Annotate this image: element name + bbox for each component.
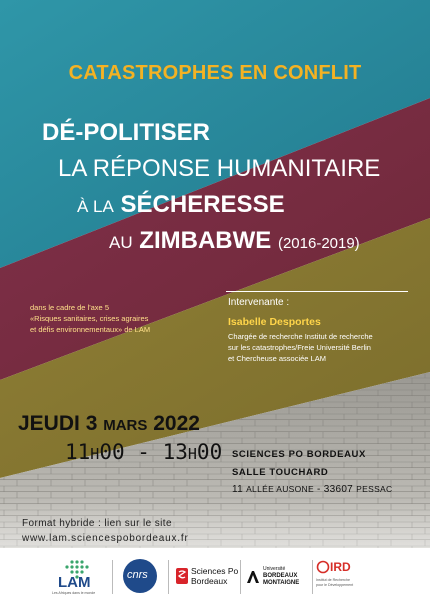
axis-note-line: dans le cadre de l'axe 5 bbox=[30, 303, 109, 312]
format-note: Format hybride : lien sur le site bbox=[22, 518, 172, 529]
logo-separator bbox=[168, 560, 169, 594]
title-keyword-secheresse: SÉCHERESSE bbox=[120, 191, 285, 218]
ird-logo-tagline: Institut de Recherche bbox=[316, 578, 350, 582]
sciencespo-logo-line2: Bordeaux bbox=[191, 576, 228, 586]
time-end-unit: H bbox=[187, 445, 197, 463]
title-keyword-zimbabwe: ZIMBABWE bbox=[139, 227, 272, 254]
time-start-unit: H bbox=[90, 445, 100, 463]
bordeaux-montaigne-logo bbox=[246, 556, 310, 598]
venue-postcode: - 33607 bbox=[317, 484, 354, 495]
title-line-2: LA RÉPONSE HUMANITAIRE bbox=[58, 155, 381, 182]
axis-note-line: et défis environnementaux» de LAM bbox=[30, 325, 151, 334]
lam-logo bbox=[52, 556, 102, 598]
venue-name: SCIENCES PO BORDEAUX bbox=[232, 449, 366, 460]
series-title: CATASTROPHES EN CONFLIT bbox=[68, 62, 362, 84]
venue-address bbox=[232, 484, 392, 495]
speaker-label: Intervenante : bbox=[228, 297, 290, 308]
speaker-bio-line: et Chercheuse associée LAM bbox=[228, 354, 326, 363]
date-day: 3 bbox=[85, 412, 98, 435]
cnrs-logo bbox=[120, 556, 164, 598]
title-line-1: DÉ-POLITISER bbox=[42, 119, 211, 146]
sciencespo-logo-mark bbox=[176, 568, 188, 584]
time-start-hour: 11 bbox=[65, 440, 91, 464]
venue-street: ALLÉE AUSONE bbox=[246, 484, 314, 494]
speaker-name: Isabelle Desportes bbox=[228, 316, 321, 328]
speaker-divider bbox=[226, 291, 408, 292]
bordeaux-logo-line2: BORDEAUX bbox=[263, 573, 298, 579]
sciencespo-logo bbox=[176, 556, 239, 598]
logo-separator bbox=[312, 560, 313, 594]
ird-logo-tagline: pour le Développement bbox=[316, 583, 354, 587]
venue-town: PESSAC bbox=[356, 484, 393, 494]
time-separator: - bbox=[137, 440, 150, 464]
title-line-4 bbox=[109, 227, 360, 255]
bordeaux-logo-line3: MONTAIGNE bbox=[263, 580, 300, 586]
title-years: (2016-2019) bbox=[277, 235, 360, 252]
lam-logo-text: LAM bbox=[58, 574, 91, 591]
speaker-bio-line: Chargée de recherche Institut de recherche bbox=[228, 332, 373, 341]
venue-street-number: 11 bbox=[232, 484, 243, 495]
logo-separator bbox=[112, 560, 113, 594]
date-weekday: JEUDI bbox=[18, 412, 80, 435]
date-year: 2022 bbox=[153, 412, 200, 435]
axis-note bbox=[30, 302, 150, 335]
time-end-hour: 13 bbox=[162, 440, 188, 464]
ird-logo-mark bbox=[316, 560, 330, 574]
title-line-3 bbox=[77, 191, 285, 219]
logo-separator bbox=[240, 560, 241, 594]
bordeaux-montaigne-logo-mark bbox=[246, 570, 260, 584]
sciencespo-logo-line1: Sciences Po bbox=[191, 566, 239, 576]
lam-logo-tagline: Les Afriques dans le monde bbox=[52, 591, 96, 595]
event-date bbox=[18, 412, 200, 436]
ird-logo bbox=[316, 556, 366, 598]
speaker-bio bbox=[228, 331, 373, 364]
time-end-minutes: 00 bbox=[196, 440, 223, 464]
cnrs-logo-text: cnrs bbox=[127, 569, 148, 581]
bordeaux-logo-line1: Université bbox=[263, 566, 286, 572]
axis-note-line: «Risques sanitaires, crises agraires bbox=[30, 314, 149, 323]
time-start-minutes: 00 bbox=[99, 440, 125, 464]
date-month: MARS bbox=[103, 417, 148, 434]
title-line-3-prefix: À LA bbox=[77, 197, 114, 216]
title-line-4-prefix: AU bbox=[109, 233, 133, 252]
ird-logo-text: IRD bbox=[330, 560, 351, 574]
website-link[interactable]: www.lam.sciencespobordeaux.fr bbox=[22, 533, 189, 544]
speaker-bio-line: sur les catastrophes/Freie Université Berlin bbox=[228, 343, 371, 352]
event-time bbox=[65, 440, 222, 464]
venue-room: SALLE TOUCHARD bbox=[232, 467, 329, 478]
